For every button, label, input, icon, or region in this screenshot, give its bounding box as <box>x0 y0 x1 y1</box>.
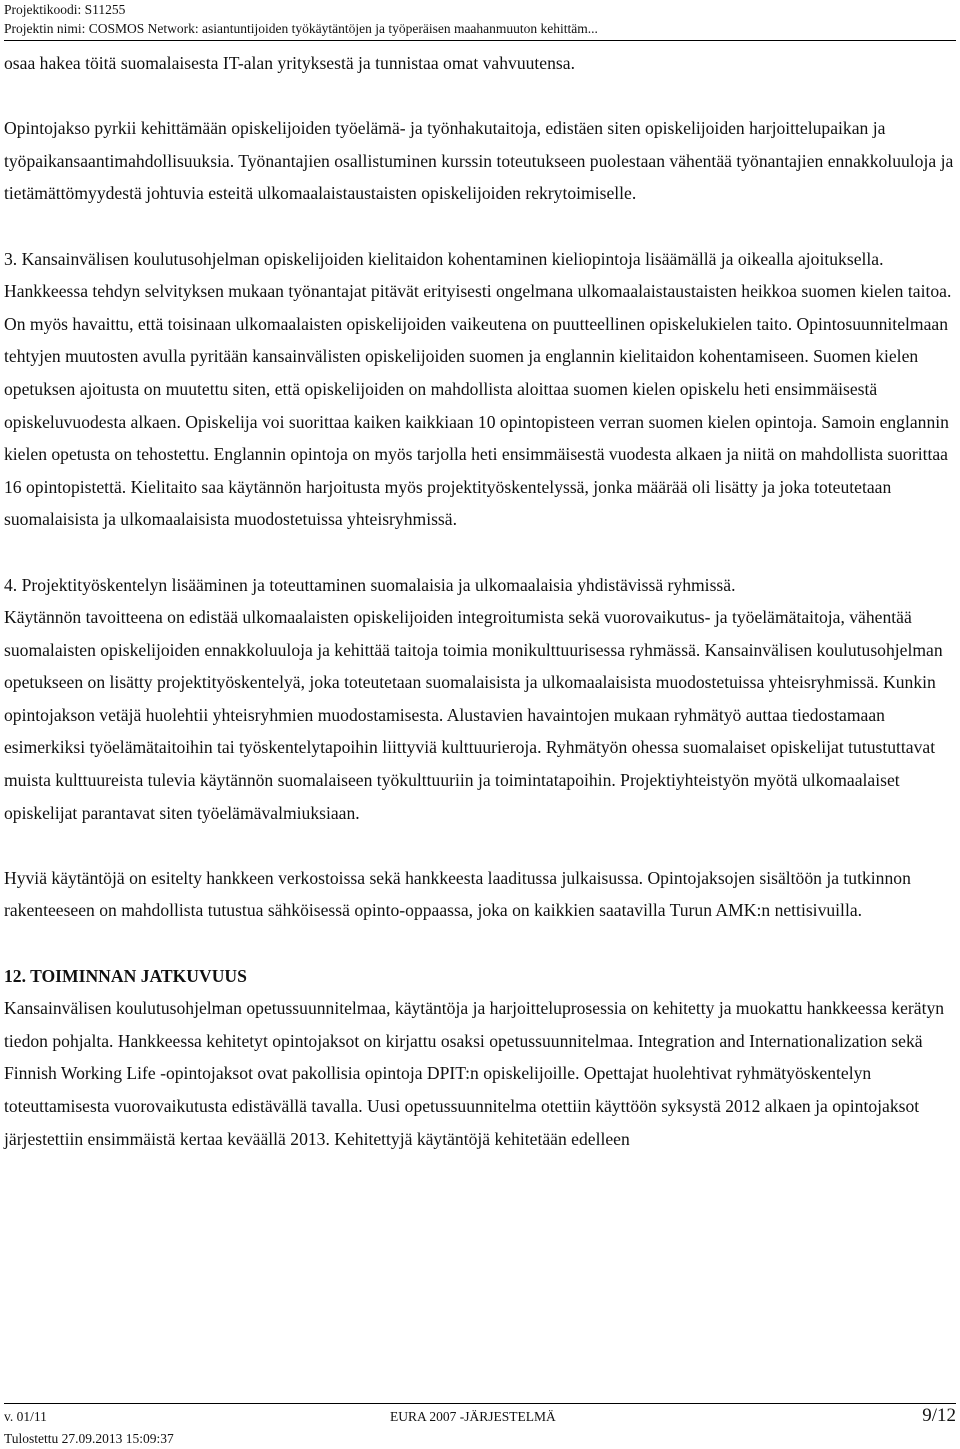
paragraph-spacer <box>4 829 954 862</box>
paragraph-spacer <box>4 210 954 243</box>
paragraph: Hyviä käytäntöjä on esitelty hankkeen verkostoissa sekä hankkeesta laaditussa julkaisussa. Opintojaksojen sisältöön ja tutkinnon rakenteeseen on mahdollista tutustua sähköisessä opinto-oppaassa, joka on kaikkien saatavilla Turun AMK:n nettisivuilla. <box>4 867 911 921</box>
header-divider <box>4 40 956 41</box>
paragraph: Opintojakso pyrkii kehittämään opiskelijoiden työelämä- ja työnhakutaitoja, edistäen siten opiskelijoiden harjoittelupaikan ja työpaikansaantimahdollisuuksia. Työnantajien osallistuminen kurssin toteutukseen puolestaan vähentää työnantajien ennakkoluuloja ja tietämättömyydestä johtuvia esteitä ulkomaalaistaustaisten opiskelijoiden rekrytoimiselle. <box>4 118 954 204</box>
project-code: Projektikoodi: S11255 <box>4 2 126 17</box>
paragraph: 4. Projektityöskentelyn lisääminen ja toteuttaminen suomalaisia ja ulkomaalaisia yhdistävissä ryhmissä. <box>4 574 736 595</box>
document-body <box>4 47 954 1155</box>
paragraph: Hankkeessa tehdyn selvityksen mukaan työnantajat pitävät erityisesti ongelmana ulkomaalaistaustaisten heikkoa suomen kielen taitoa. On myös havaittu, että toisinaan ulkomaalaisten opiskelijoiden vaikeutena on puutteellinen opiskelukielen taito. Opintosuunnitelmaan tehtyjen muutosten avulla pyritään kansainvälisten opiskelijoiden suomen ja englannin kielitaidon kohentamiseen. Suomen kielen opetuksen ajoitusta on muutettu siten, että opiskelijoiden on mahdollista aloittaa suomen kielen opiskelu heti ensimmäisestä opiskeluvuodesta alkaen. Opiskelija voi suorittaa kaiken kaikkiaan 10 opintopisteen verran suomen kielen opintoja. Samoin englannin kielen opetusta on tehostettu. Englannin opintoja on myös tarjolla heti ensimmäisestä vuodesta alkaen ja niitä on mahdollista suorittaa 16 opintopistettä. Kielitaito saa käytännön harjoitusta myös projektityöskentelyssä, jonka määrää oli lisätty ja joka toteutetaan suomalaisista ja ulkomaalaisista muodostetuissa yhteisryhmissä. <box>4 281 952 530</box>
paragraph: Käytännön tavoitteena on edistää ulkomaalaisten opiskelijoiden integroitumista sekä vuorovaikutus- ja työelämätaitoja, vähentää suomalaisten opiskelijoiden ennakkoluuloja ja kehittää taitoja toimia monikulttuurisessa ryhmässä. Kansainvälisen koulutusohjelman opetukseen on lisätty projektityöskentelyä, joka toteutetaan suomalaisista ja ulkomaalaisista muodostetuissa yhteisryhmissä. Kunkin opintojakson vetäjä huolehtii yhteisryhmien muodostamisesta. Alustavien havaintojen mukaan ryhmätyö auttaa tiedostamaan esimerkiksi työelämätaitoihin tai työskentelytapoihin liittyviä kulttuurieroja. Ryhmätyön ohessa suomalaiset opiskelijat tutustuttavat muista kulttuureista tulevia käytännön suomalaiseen työkulttuuriin ja toimintatapoihin. Projektiyhteistyön myötä ulkomaalaiset opiskelijat parantavat siten työelämävalmiuksiaan. <box>4 607 943 823</box>
paragraph: Kansainvälisen koulutusohjelman opetussuunnitelmaa, käytäntöja ja harjoitteluprosessia on kehitetty ja muokattu hankkeessa kerätyn tiedon pohjalta. Hankkeessa kehitetyt opintojaksot on kirjattu osaksi opetussuunnitelmaa. Integration and Internationalization sekä Finnish Working Life -opintojaksot ovat pakollisia opintoja DPIT:n opiskelijoille. Opettajat huolehtivat ryhmätyöskentelyn toteuttamisesta vuorovaikutusta edistävällä tavalla. Uusi opetussuunnitelma otettiin käyttöön syksystä 2012 alkaen ja opintojaksot järjestettiin ensimmäistä kertaa keväällä 2013. Kehitettyjä käytäntöjä kehitetään edelleen <box>4 998 945 1149</box>
paragraph: 3. Kansainvälisen koulutusohjelman opiskelijoiden kielitaidon kohentaminen kieliopintoja lisäämällä ja oikealla ajoituksella. <box>4 248 884 269</box>
footer-divider <box>4 1403 956 1404</box>
paragraph: osaa hakea töitä suomalaisesta IT-alan yrityksestä ja tunnistaa omat vahvuutensa. <box>4 53 575 73</box>
project-name: Projektin nimi: COSMOS Network: asiantuntijoiden työkäytäntöjen ja työperäisen maahanmuuton kehittäm... <box>4 21 598 36</box>
paragraph-spacer <box>4 536 954 569</box>
page-header <box>4 0 598 38</box>
page-number: 9/12 <box>922 1405 956 1426</box>
printed-timestamp: Tulostettu 27.09.2013 15:09:37 <box>4 1431 174 1446</box>
section-heading: 12. TOIMINNAN JATKUVUUS <box>4 965 247 986</box>
system-name: EURA 2007 -JÄRJESTELMÄ <box>390 1409 556 1424</box>
version-label: v. 01/11 <box>4 1409 47 1424</box>
page-footer <box>4 1405 956 1449</box>
paragraph-spacer <box>4 927 954 960</box>
paragraph-spacer <box>4 80 954 113</box>
